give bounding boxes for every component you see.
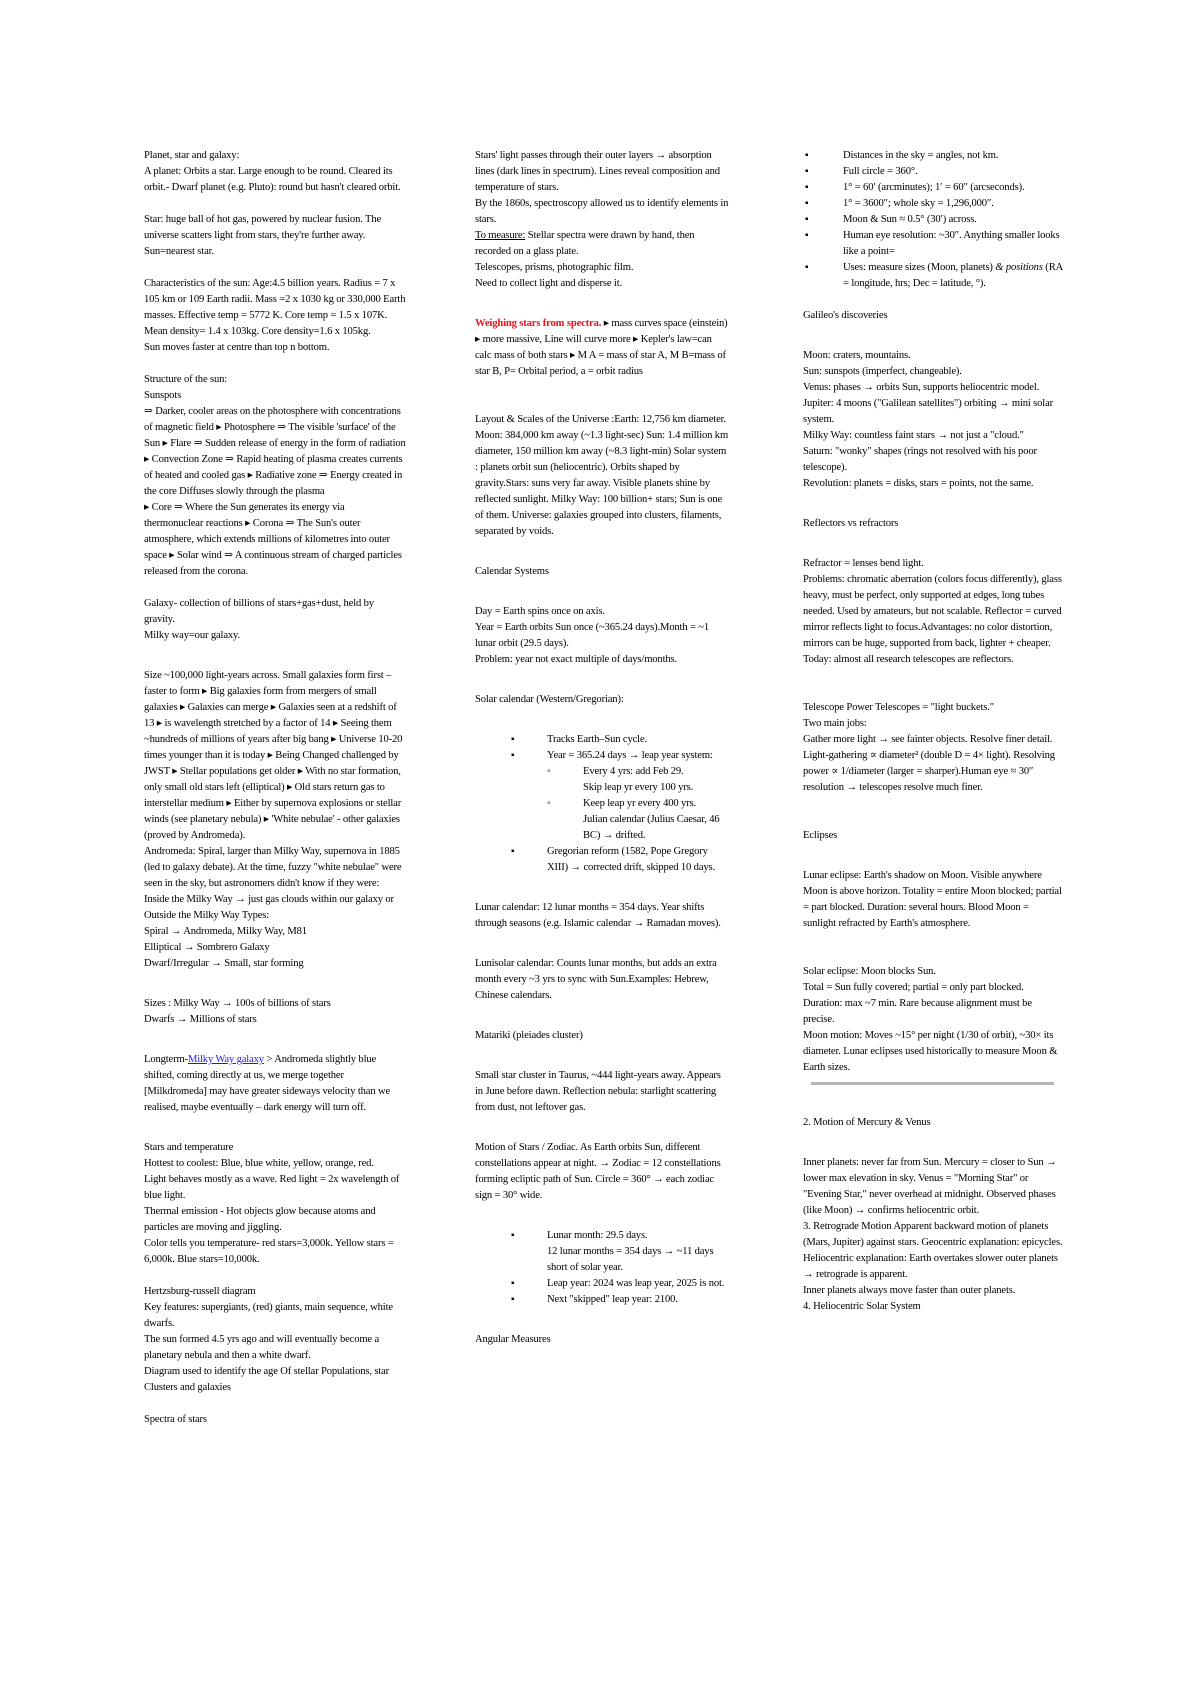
- solar-calendar-list: [475, 732, 730, 876]
- heading-calendar-systems: Calendar Systems: [475, 566, 549, 577]
- section-lunar-eclipse: Lunar eclipse: Earth's shadow on Moon. Visible anywhere Moon is above horizon. Totality = entire Moon blocked; partial = part blocked. Duration: several hours. Blood Moon = sunlight refracted by Earth's atmosphere.: [803, 870, 1062, 929]
- to-measure-label: To measure:: [475, 230, 526, 241]
- section-planet-star-galaxy: Planet, star and galaxy: A planet: Orbits a star. Large enough to be round. Cleared its orbit.- Dwarf planet (e.g. Pluto): round but hasn't cleared orbit.: [144, 150, 401, 193]
- to-measure-text: Stellar spectra were drawn by hand, then recorded on a glass plate. Telescopes, prisms, photographic film. Need to collect light and disperse it.: [475, 230, 695, 289]
- uses-positions: & positions: [995, 262, 1043, 273]
- section-solar-eclipse: Solar eclipse: Moon blocks Sun. Total = Sun fully covered; partial = only part blocked. Duration: max ~7 min. Rare because alignment must be precise. Moon motion: Moves ~15° per night (1/30 of orbit), ~30× its diameter. Lunar eclipses used historically to measure Moon & Earth sizes.: [803, 966, 1058, 1073]
- list-item: ▪ Human eye resolution: ~30″. Anything smaller looks like a point=: [843, 228, 1063, 260]
- list-item: ▪ Next "skipped" leap year: 2100.: [547, 1292, 730, 1308]
- column-right: [803, 148, 1063, 1315]
- longterm-label: Longterm-: [144, 1054, 188, 1065]
- section-telescope-power: Telescope Power Telescopes = "light buckets." Two main jobs: Gather more light → see fainter objects. Resolve finer detail. Light-gathering ∝ diameter² (double D = 4× light). Resolving power ∝ 1/diameter (larger = sharper).Human eye ≈ 30″ resolution → telescopes resolve much finer.: [803, 702, 1055, 793]
- angular-measures-list: [803, 148, 1063, 292]
- section-layout-scales: Layout & Scales of the Universe :Earth: 12,756 km diameter. Moon: 384,000 km away (~1.3 light-sec) Sun: 1.4 million km diameter, 150 million km away (~8.3 light-min) Solar system : planets orbit sun (heliocentric). Orbits shaped by gravity.Stars: suns very far away. Visible planets shine by reflected sunlight. Milky Way: 100 billion+ stars; Sun is one of them. Universe: galaxies grouped into clusters, filaments, separated by voids.: [475, 414, 729, 537]
- section-matariki: Small star cluster in Taurus, ~444 light-years away. Appears in June before dawn. Reflection nebula: starlight scattering from dust, not leftover gas.: [475, 1070, 721, 1113]
- heading-mercury-venus: 2. Motion of Mercury & Venus: [803, 1117, 931, 1128]
- section-lunar-calendar: Lunar calendar: 12 lunar months = 354 days. Year shifts through seasons (e.g. Islamic calendar → Ramadan moves).: [475, 902, 721, 929]
- section-weighing-stars: [475, 316, 730, 380]
- heading-galileo: Galileo's discoveries: [803, 310, 888, 321]
- section-sizes: Sizes : Milky Way → 100s of billions of stars Dwarfs → Millions of stars: [144, 998, 331, 1025]
- section-absorption: Stars' light passes through their outer layers → absorption lines (dark lines in spectrum). Lines reveal composition and temperature of stars. By the 1860s, spectroscopy allowed us to identify elements in stars.: [475, 150, 729, 225]
- section-reflectors-refractors: Refractor = lenses bend light. Problems: chromatic aberration (colors focus differently), glass heavy, must be perfect, only supported at edges, long tubes needed. Used by amateurs, but not scalable. Reflector = curved mirror reflects light to focus.Advantages: no color distortion, mirrors can be huge, supported from back, lighter + cheaper. Today: almost all research telescopes are reflectors.: [803, 558, 1062, 665]
- heading-eclipses: Eclipses: [803, 830, 838, 841]
- column-middle: [475, 148, 730, 1348]
- weighing-heading: Weighing stars from spectra.: [475, 318, 602, 329]
- divider: [811, 1082, 1054, 1085]
- leap-year-sublist: [547, 764, 730, 844]
- heading-angular-measures: Angular Measures: [475, 1334, 551, 1345]
- heading-solar-calendar: Solar calendar (Western/Gregorian):: [475, 694, 624, 705]
- section-lunisolar-calendar: Lunisolar calendar: Counts lunar months, but adds an extra month every ~3 yrs to sync with Sun.Examples: Hebrew, Chinese calendars.: [475, 958, 717, 1001]
- section-galaxy: Galaxy- collection of billions of stars+gas+dust, held by gravity. Milky way=our galaxy.: [144, 598, 374, 641]
- list-item: [843, 260, 1063, 292]
- section-sun-characteristics: Characteristics of the sun: Age:4.5 billion years. Radius = 7 x 105 km or 109 Earth radii. Mass =2 x 1030 kg or 330,000 Earth masses. Effective temp = 5772 K. Core temp = 1.5 x 107K. Mean density= 1.4 x 103kg. Core density=1.6 x 105kg. Sun moves faster at centre than top n bottom.: [144, 278, 406, 353]
- list-item: ▪ Full circle = 360°.: [843, 164, 1063, 180]
- list-item: ▪ Gregorian reform (1582, Pope Gregory XIII) → corrected drift, skipped 10 days.: [547, 844, 730, 876]
- section-sun-structure: Structure of the sun: Sunspots ⇒ Darker, cooler areas on the photosphere with concentrations of magnetic field ▸ Photosphere ⇒ The visible 'surface' of the Sun ▸ Flare ⇒ Sudden release of energy in the form of radiation ▸ Convection Zone ⇒ Rapid heating of plasma creates currents of heated and cooled gas ▸ Radiative zone ⇒ Energy created in the core Diffuses slowly through the plasma ▸ Core ⇒ Where the Sun generates its energy via thermonuclear reactions ▸ Corona ⇒ The Sun's outer atmosphere, which extends millions of kilometres into outer space ▸ Solar wind ⇒ A continuous stream of charged particles released from the corona.: [144, 374, 406, 577]
- list-item: ▪ Distances in the sky = angles, not km.: [843, 148, 1063, 164]
- list-item: ▪ Leap year: 2024 was leap year, 2025 is not.: [547, 1276, 730, 1292]
- section-stars-temperature: Stars and temperature Hottest to coolest: Blue, blue white, yellow, orange, red. Light behaves mostly as a wave. Red light = 2x wavelength of blue light. Thermal emission - Hot objects glow because atoms and particles are moving and jiggling. Color tells you temperature- red stars=3,000k. Yellow stars = 6,000k. Blue stars=10,000k.: [144, 1142, 400, 1265]
- leap-year-text: Year = 365.24 days → leap year system:: [547, 750, 713, 761]
- section-zodiac: Motion of Stars / Zodiac. As Earth orbits Sun, different constellations appear at night. → Zodiac = 12 constellations forming ecliptic path of Sun. Circle = 360° → each zodiac sign = 30° wide.: [475, 1142, 721, 1201]
- heading-spectra: Spectra of stars: [144, 1414, 207, 1425]
- uses-text: Uses: measure sizes (Moon, planets): [843, 262, 996, 273]
- sub-list-item: ◦ Keep leap yr every 400 yrs. Julian calendar (Julius Caesar, 46 BC) → drifted.: [583, 796, 730, 844]
- section-galaxy-size: Size ~100,000 light-years across. Small galaxies form first – faster to form ▸ Big galaxies form from mergers of small galaxies ▸ Galaxies can merge ▸ Galaxies seen at a redshift of 13 ▸ is wavelength stretched by a factor of 14 ▸ Seeing them ~hundreds of millions of years after big bang ▸ Universe 10-20 times younger than it is today ▸ Being Changed challenged by JWST ▸ Stellar populations get older ▸ With no star formation, only small old stars left (elliptical) ▸ Old stars return gas to interstellar medium ▸ Either by supernova explosions or stellar winds (see planetary nebula) ▸ 'White nebulae' - other galaxies (proved by Andromeda). Andromeda: Spiral, larger than Milky Way, supernova in 1885 (led to galaxy debate). At the time, fuzzy "white nebulae" were seen in the sky, but astronomers didn't know if they were: Inside the Milky Way → just gas clouds within our galaxy or Outside the Milky Way Types: Spiral → Andromeda, Milky Way, M81 Elliptical → Sombrero Galaxy Dwarf/Irregular → Small, star forming: [144, 670, 403, 969]
- list-item: ▪ Tracks Earth–Sun cycle.: [547, 732, 730, 748]
- weighing-text: ▸ mass curves space (einstein) ▸ more massive, Line will curve more ▸ Kepler's law=can calc mass of both stars ▸ M A = mass of star A, M B=mass of star B, P= Orbital period, a = orbit radius: [475, 318, 728, 377]
- section-star: Star: huge ball of hot gas, powered by nuclear fusion. The universe scatters light from stars, they're further away. Sun=nearest star.: [144, 214, 382, 257]
- section-inner-planets: Inner planets: never far from Sun. Mercury = closer to Sun → lower max elevation in sky. Venus = "Morning Star" or "Evening Star," never overhead at midnight. Observed phases (like Moon) → confirms heliocentric orbit. 3. Retrograde Motion Apparent backward motion of planets (Mars, Jupiter) against stars. Geocentric explanation: epicycles. Heliocentric explanation: Earth overtakes slower outer planets → retrograde is apparent. Inner planets always move faster than outer planets. 4. Heliocentric Solar System: [803, 1157, 1063, 1312]
- section-longterm: [144, 1052, 406, 1116]
- list-item: ▪ Lunar month: 29.5 days. 12 lunar months = 354 days → ~11 days short of solar year.: [547, 1228, 730, 1276]
- list-item: ▪ 1° = 60′ (arcminutes); 1′ = 60″ (arcseconds).: [843, 180, 1063, 196]
- longterm-text: > Andromeda slightly blue shifted, coming directly at us, we merge together [Milkdromeda] may have greater sideways velocity than we realised, maybe eventually – dark energy will turn off.: [144, 1054, 391, 1113]
- list-item: [547, 748, 730, 844]
- section-hr-diagram: Hertzsburg-russell diagram Key features: supergiants, (red) giants, main sequence, white dwarfs. The sun formed 4.5 yrs ago and will eventually become a planetary nebula and then a white dwarf. Diagram used to identify the age Of stellar Populations, star Clusters and galaxies: [144, 1286, 393, 1393]
- sub-list-item: ◦ Every 4 yrs: add Feb 29. Skip leap yr every 100 yrs.: [583, 764, 730, 796]
- heading-matariki: Matariki (pleiades cluster): [475, 1030, 583, 1041]
- section-to-measure: [475, 228, 730, 292]
- list-item: ▪ 1° = 3600″; whole sky = 1,296,000″.: [843, 196, 1063, 212]
- section-calendar-basics: Day = Earth spins once on axis. Year = Earth orbits Sun once (~365.24 days).Month = ~1 lunar orbit (29.5 days). Problem: year not exact multiple of days/months.: [475, 606, 710, 665]
- column-left: [144, 148, 406, 1428]
- milky-way-link[interactable]: Milky Way galaxy: [187, 1054, 264, 1065]
- section-galileo: Moon: craters, mountains. Sun: sunspots (imperfect, changeable). Venus: phases → orbits Sun, supports heliocentric model. Jupiter: 4 moons ("Galilean satellites") orbiting → mini solar system. Milky Way: countless faint stars → not just a "cloud." Saturn: "wonky" shapes (rings not resolved with his poor telescope). Revolution: planets = disks, stars = points, not the same.: [803, 350, 1054, 489]
- uses-text-end: (RA = longitude, hrs; Dec = latitude, °).: [843, 262, 1063, 289]
- list-item: ▪ Moon & Sun ≈ 0.5° (30′) across.: [843, 212, 1063, 228]
- heading-reflectors-refractors: Reflectors vs refractors: [803, 518, 899, 529]
- lunar-month-list: [475, 1228, 730, 1308]
